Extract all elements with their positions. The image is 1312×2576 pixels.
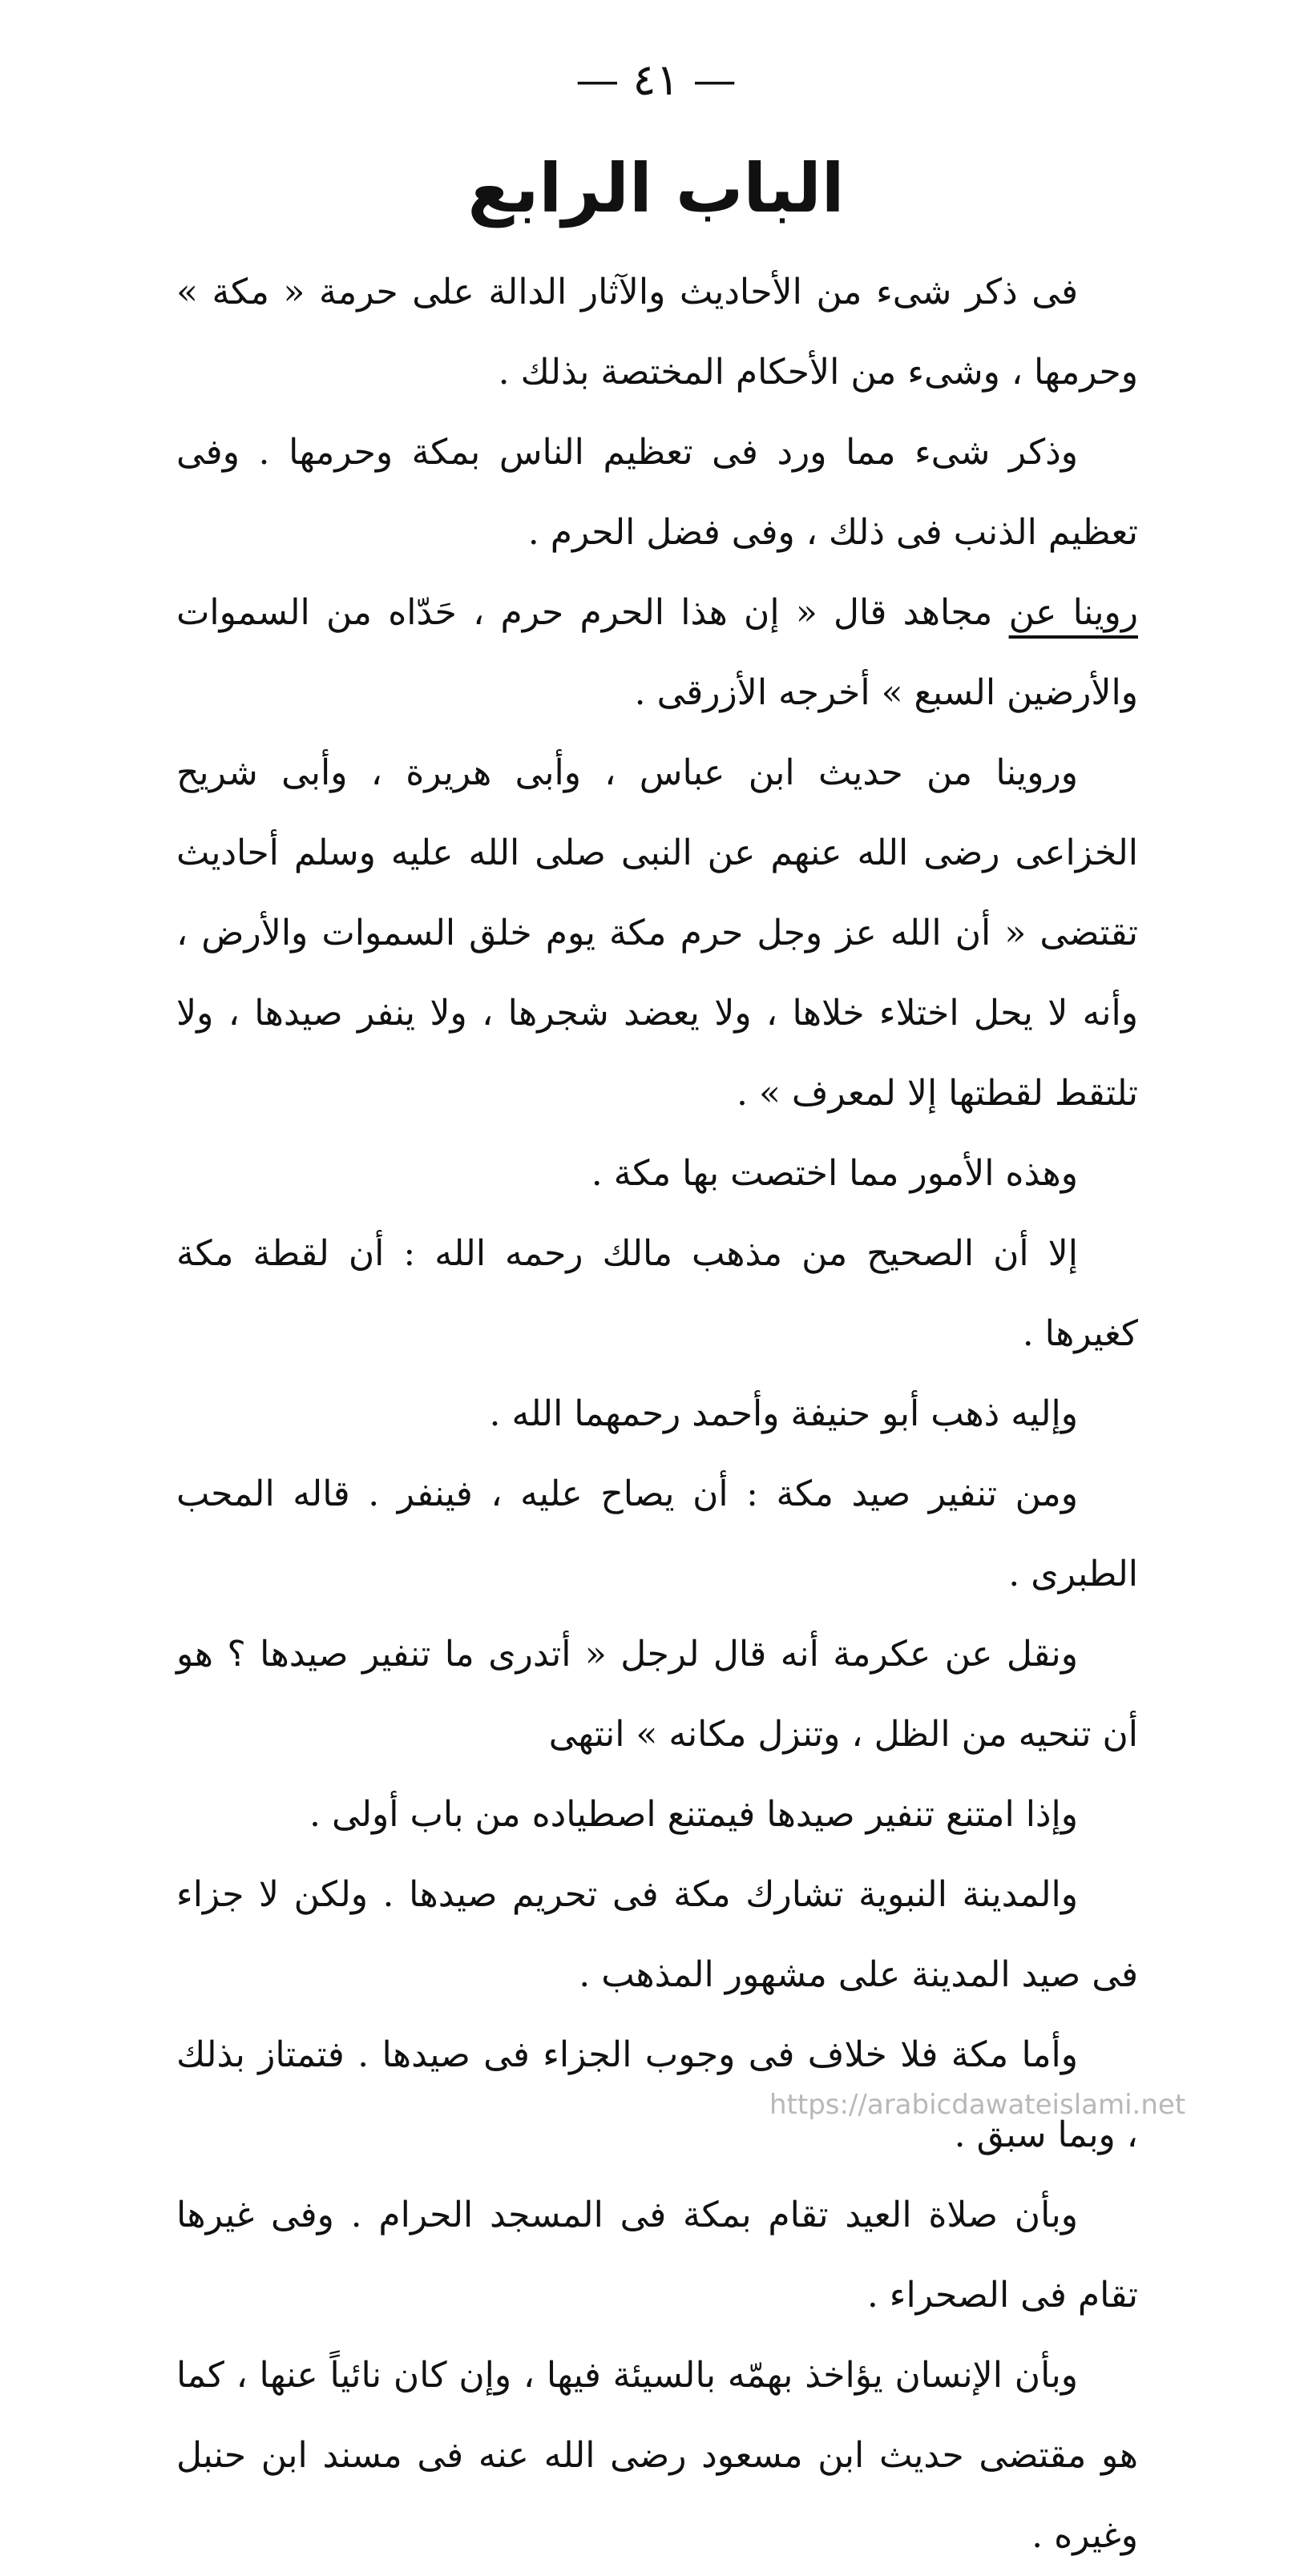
paragraph-text: وإليه ذهب أبو حنيفة وأحمد رحمهما الله .: [489, 1393, 1078, 1434]
paragraph-text: وروينا من حديث ابن عباس ، وأبى هريرة ، وأبى شريح الخزاعى رضى الله عنهم عن النبى صلى الله عليه وسلم أحاديث تقتضى « أن الله عز وجل حرم مكة يوم خلق السموات والأرض ، وأنه لا يحل اختلاء خلاها ، ولا يعضد شجرها ، ولا ينفر صيدها ، ولا تلتقط لقطتها إلا لمعرف » .: [176, 752, 1138, 1114]
underlined-phrase: روينا عن: [1008, 592, 1138, 633]
paragraph-text: ومن تنفير صيد مكة : أن يصاح عليه ، فينفر . قاله المحب الطبرى .: [176, 1473, 1138, 1594]
paragraph-text: مجاهد قال « إن هذا الحرم حرم ، حَدّاه من السموات والأرضين السبع » أخرجه الأزرقى .: [176, 592, 1138, 713]
paragraph-ikrima: [176, 1615, 1138, 1775]
paragraph-text: وأما مكة فلا خلاف فى وجوب الجزاء فى صيدها . فتمتاز بذلك ، وبما سبق .: [176, 2034, 1138, 2155]
paragraph-text: وهذه الأمور مما اختصت بها مكة .: [591, 1153, 1078, 1194]
paragraph-text: وبأن صلاة العيد تقام بمكة فى المسجد الحرام . وفى غيرها تقام فى الصحراء .: [176, 2195, 1138, 2316]
page-number: — ٤١ —: [575, 54, 737, 105]
watermark-url: https://arabicdawateislami.net: [769, 2089, 1186, 2121]
paragraph-glorification: [176, 413, 1138, 573]
paragraph-text: فى ذكر شىء من الأحاديث والآثار الدالة على حرمة « مكة » وحرمها ، وشىء من الأحكام المختصة بذلك .: [176, 272, 1138, 393]
paragraph-madina: [176, 1855, 1138, 2015]
paragraph-special-matters: [176, 1134, 1138, 1214]
body-text: [176, 252, 1138, 2576]
paragraph-intention: [176, 2336, 1138, 2576]
paragraph-mujahid: [176, 573, 1138, 733]
paragraph-hunting-prohibited: [176, 1775, 1138, 1855]
paragraph-hanafi-view: [176, 1374, 1138, 1454]
paragraph-text: والمدينة النبوية تشارك مكة فى تحريم صيدها . ولكن لا جزاء فى صيد المدينة على مشهور المذهب .: [176, 1874, 1138, 1995]
paragraph-text: وذكر شىء مما ورد فى تعظيم الناس بمكة وحرمها . وفى تعظيم الذنب فى ذلك ، وفى فضل الحرم .: [176, 432, 1138, 553]
paragraph-maliki-view: [176, 1214, 1138, 1374]
paragraph-text: ونقل عن عكرمة أنه قال لرجل « أتدرى ما تنفير صيدها ؟ هو أن تنحيه من الظل ، وتنزل مكانه » انتهى: [176, 1634, 1138, 1755]
paragraph-text: وبأن الإنسان يؤاخذ بهمّه بالسيئة فيها ، وإن كان نائياً عنها ، كما هو مقتضى حديث ابن مسعود رضى الله عنه فى مسند ابن حنبل وغيره .: [176, 2355, 1138, 2556]
chapter-title: الباب الرابع: [467, 149, 845, 228]
paragraph-eid-prayer: [176, 2175, 1138, 2336]
paragraph-text: إلا أن الصحيح من مذهب مالك رحمه الله : أن لقطة مكة كغيرها .: [176, 1233, 1138, 1354]
paragraph-hadiths: [176, 733, 1138, 1134]
paragraph-text: وإذا امتنع تنفير صيدها فيمتنع اصطياده من باب أولى .: [309, 1794, 1078, 1835]
paragraph-tanfir-definition: [176, 1454, 1138, 1615]
paragraph-intro-line: [176, 252, 1138, 413]
